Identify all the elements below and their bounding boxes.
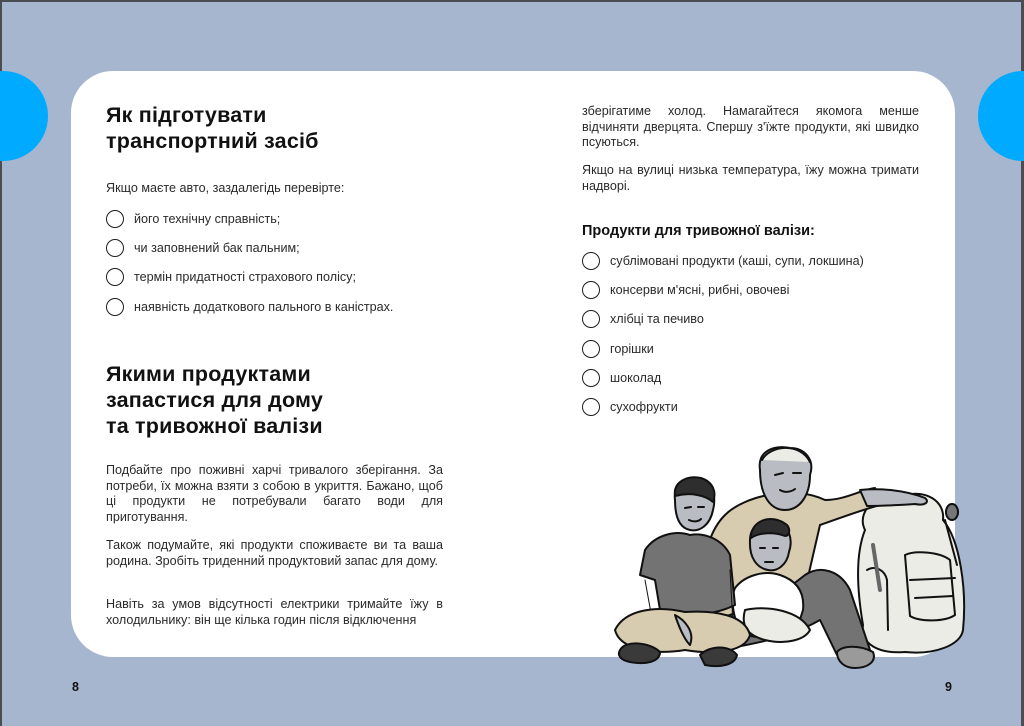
title-line: транспортний засіб [106,129,319,153]
title-line: Як підготувати [106,103,267,127]
checklist-item[interactable] [106,263,466,292]
checklist-item-label: консерви м'ясні, рибні, овочеві [610,282,790,297]
checkbox-circle-icon[interactable] [106,298,124,316]
go-bag-checklist [582,246,942,422]
go-bag-title: Продукти для тривожної валізи: [582,223,815,239]
fridge-paragraph: зберігатиме холод. Намагайтеся якомога менше відчиняти дверцята. Спершу з'їжте продукти, які швидко псуються. [582,104,919,150]
title-line: запастися для дому [106,388,323,412]
teen-figure [615,477,750,666]
checkbox-circle-icon[interactable] [582,281,600,299]
food-paragraph: Подбайте про поживні харчі тривалого зберігання. За потреби, їх можна взяти з собою в укриття. Бажано, щоб ці продукти не потребували багато води для приготування. [106,463,443,524]
decorative-circle-left [0,71,48,161]
title-line: та тривожної валізи [106,414,323,438]
outdoor-paragraph: Якщо на вулиці низька температура, їжу можна тримати надворі. [582,163,919,193]
page-number-right: 9 [945,680,952,694]
checklist-item-label: горішки [610,341,654,356]
checklist-item[interactable] [106,233,466,262]
food-paragraph: Також подумайте, які продукти споживаєте ви та ваша родина. Зробіть триденний продуктовий запас для дому. [106,538,443,568]
checklist-item[interactable] [582,334,942,363]
checklist-item-label: сублімовані продукти (каші, супи, локшина) [610,253,864,268]
checklist-item-label: сухофрукти [610,400,678,415]
backpack-icon [858,494,964,653]
vehicle-section-title [106,102,319,154]
checkbox-circle-icon[interactable] [106,239,124,257]
checklist-item-label: хлібці та печиво [610,312,704,327]
title-line: Якими продуктами [106,362,311,386]
checklist-item-label: шоколад [610,370,662,385]
checklist-item[interactable] [106,292,466,321]
checkbox-circle-icon[interactable] [582,252,600,270]
checklist-item[interactable] [106,204,466,233]
checkbox-circle-icon[interactable] [582,340,600,358]
food-section-title [106,361,323,439]
family-illustration [605,440,985,680]
checklist-item[interactable] [582,275,942,304]
checklist-item-label: термін придатності страхового полісу; [134,270,356,285]
checklist-item-label: його технічну справність; [134,211,281,226]
checkbox-circle-icon[interactable] [582,310,600,328]
page-number-left: 8 [72,680,79,694]
checklist-item[interactable] [582,363,942,392]
checkbox-circle-icon[interactable] [582,369,600,387]
checkbox-circle-icon[interactable] [106,210,124,228]
food-paragraph: Навіть за умов відсутності електрики тримайте їжу в холодильнику: він ще кілька годин після відключення [106,597,443,627]
decorative-circle-right [978,71,1024,161]
checkbox-circle-icon[interactable] [106,268,124,286]
vehicle-intro-text: Якщо маєте авто, заздалегідь перевірте: [106,181,345,195]
vehicle-checklist [106,204,466,321]
checklist-item-label: наявність додаткового пального в каністрах. [134,299,394,314]
window-frame-top [0,0,1024,2]
checklist-item[interactable] [582,392,942,421]
checkbox-circle-icon[interactable] [582,398,600,416]
checklist-item[interactable] [582,305,942,334]
checklist-item[interactable] [582,246,942,275]
checklist-item-label: чи заповнений бак пальним; [134,240,300,255]
